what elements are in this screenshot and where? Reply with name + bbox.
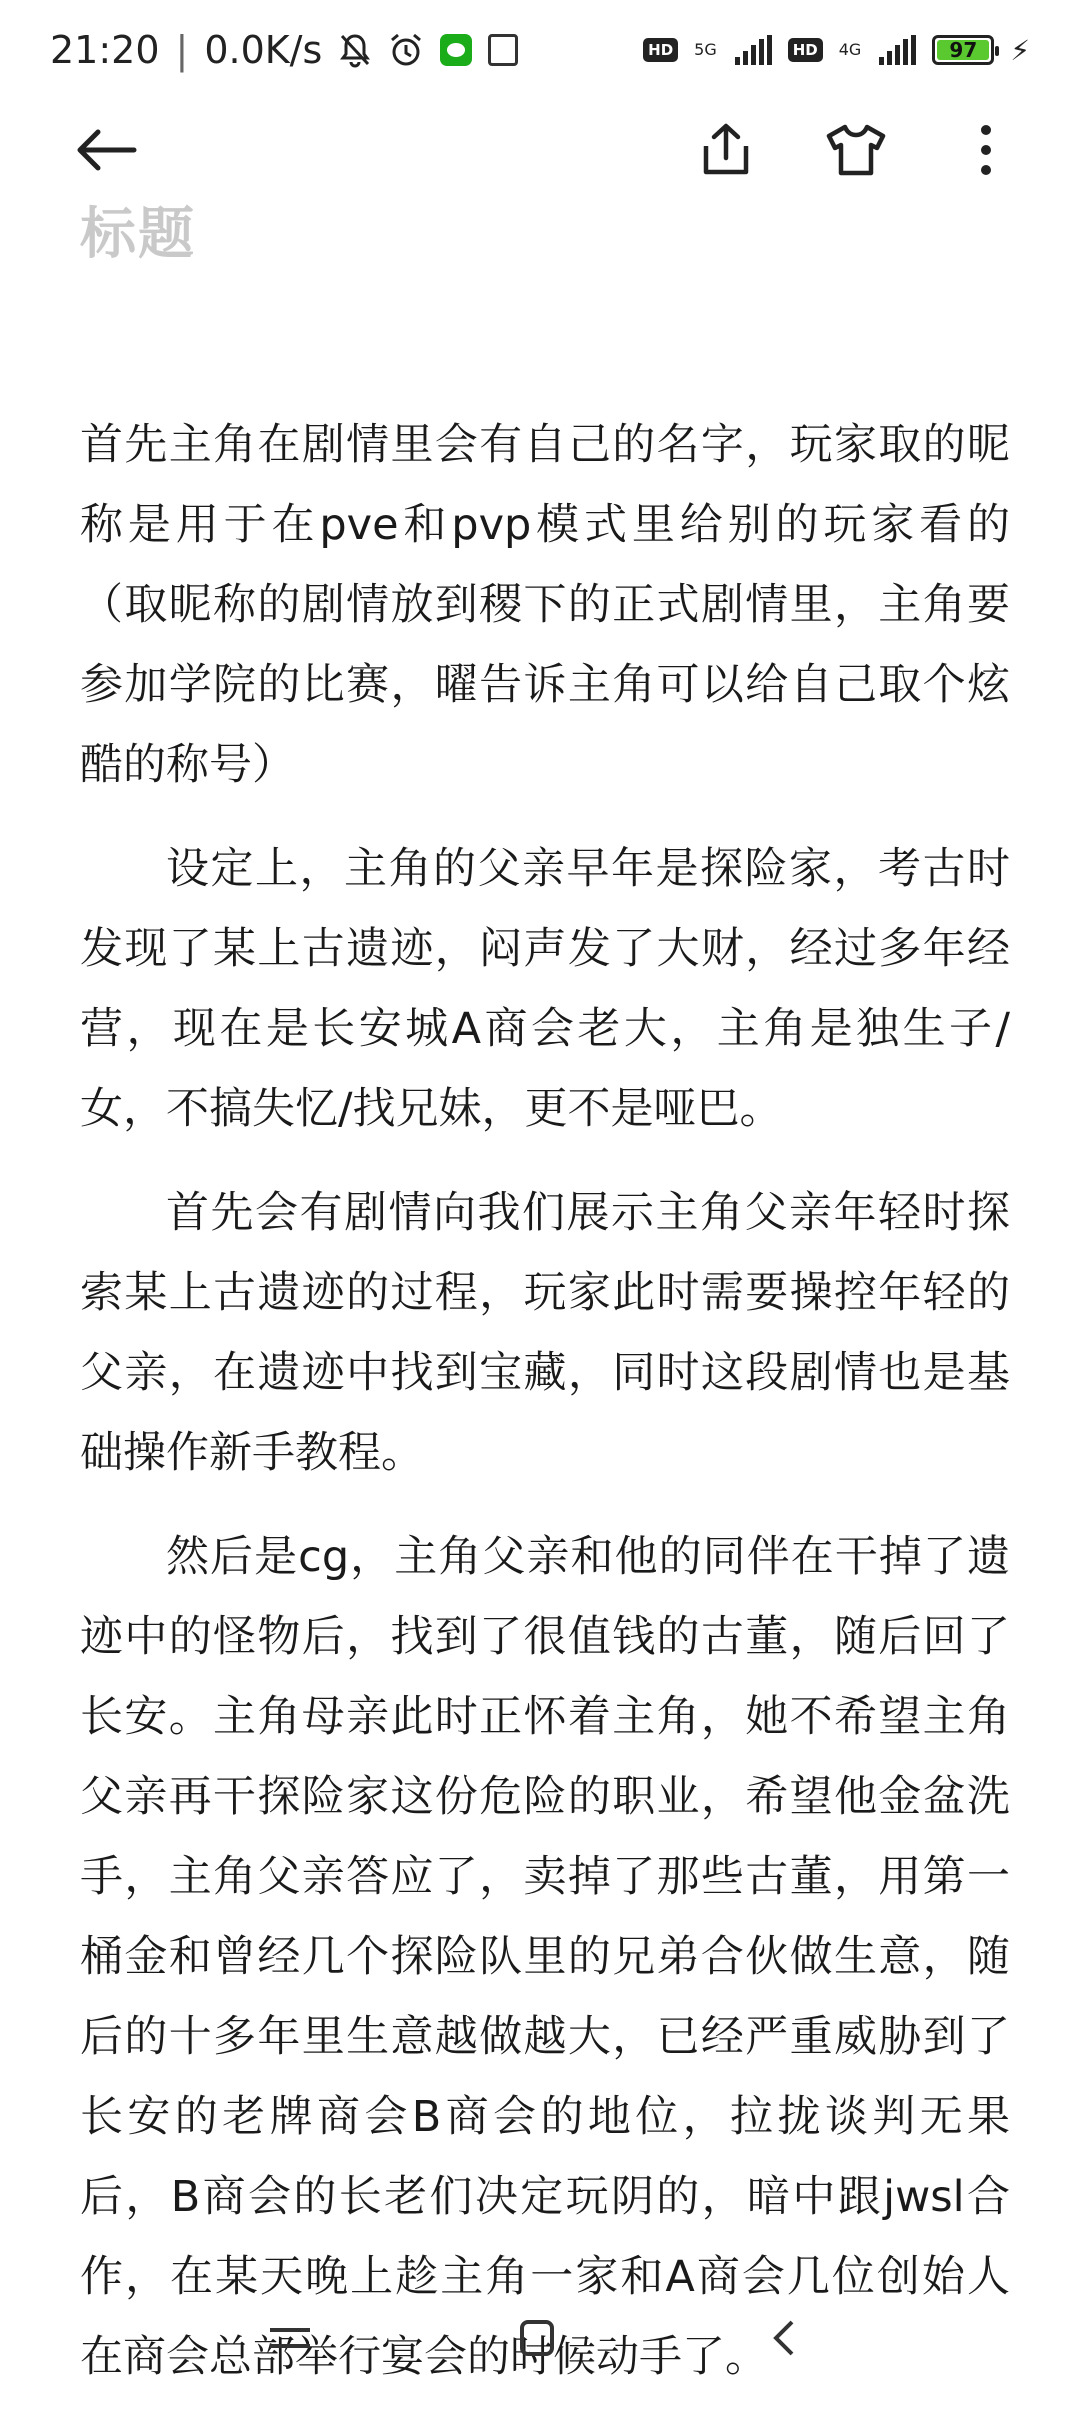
status-right <box>643 34 1030 67</box>
document-title[interactable]: 标题 <box>80 202 196 267</box>
network-type-5g: 5G <box>694 40 717 59</box>
alarm-clock-icon <box>388 32 424 68</box>
more-options-button[interactable] <box>946 110 1026 190</box>
share-icon <box>700 122 752 178</box>
bell-muted-icon <box>338 32 372 68</box>
back-arrow-icon <box>74 128 138 172</box>
status-left <box>50 28 518 72</box>
system-navigation-bar <box>0 2300 1080 2400</box>
wechat-icon <box>440 34 472 66</box>
charging-icon: ⚡ <box>1010 33 1030 67</box>
paragraph-1: 首先主角在剧情里会有自己的名字，玩家取的昵称是用于在pve和pvp模式里给别的玩家看的（取昵称的剧情放到稷下的正式剧情里，主角要参加学院的比赛，曜告诉主角可以给自己取个炫酷的称号） <box>80 420 1010 790</box>
status-separator: | <box>175 28 189 72</box>
battery-level: 97 <box>949 38 978 62</box>
top-app-bar <box>0 100 1080 200</box>
paragraph-2: 设定上，主角的父亲早年是探险家，考古时发现了某上古遗迹，闷声发了大财，经过多年经营，现在是长安城A商会老大，主角是独生子/女，不搞失忆/找兄妹，更不是哑巴。 <box>80 844 1010 1134</box>
signal-bars-icon <box>735 35 772 65</box>
back-button[interactable] <box>66 110 146 190</box>
theme-skin-button[interactable] <box>816 110 896 190</box>
status-bar <box>0 0 1080 100</box>
chevron-left-icon <box>770 2318 796 2358</box>
paragraph-3: 首先会有剧情向我们展示主角父亲年轻时探索某上古遗迹的过程，玩家此时需要操控年轻的父亲，在遗迹中找到宝藏，同时这段剧情也是基础操作新手教程。 <box>80 1188 1010 1478</box>
hd-badge-2: HD <box>788 38 823 62</box>
nav-back-button[interactable] <box>770 2318 796 2362</box>
document-body[interactable] <box>80 405 1010 2421</box>
share-button[interactable] <box>686 110 766 190</box>
paragraph-4: 然后是cg，主角父亲和他的同伴在干掉了遗迹中的怪物后，找到了很值钱的古董，随后回了长安。主角母亲此时正怀着主角，她不希望主角父亲再干探险家这份危险的职业，希望他金盆洗手，主角父亲答应了，卖掉了那些古董，用第一桶金和曾经几个探险队里的兄弟合伙做生意，随后的十多年里生意越做越大，已经严重威胁到了长安的老牌商会B商会的地位，拉拢谈判无果后，B商会的长老们决定玩阴的，暗中跟jwsl合作，在某天晚上趁主角一家和A商会几位创始人在商会总部举行宴会的时候动手了。 <box>80 1532 1010 2382</box>
more-vertical-icon <box>978 124 994 176</box>
hd-badge: HD <box>643 38 678 62</box>
wallet-card-icon <box>488 34 518 66</box>
status-time: 21:20 <box>50 28 160 72</box>
home-button[interactable] <box>520 2320 554 2356</box>
battery-icon <box>932 35 994 65</box>
network-type-4g: 4G <box>838 40 862 59</box>
recent-apps-button[interactable] <box>270 2328 310 2348</box>
tshirt-icon <box>825 123 887 177</box>
status-network-speed: 0.0K/s <box>204 28 323 72</box>
signal-bars-icon-2 <box>879 35 916 65</box>
